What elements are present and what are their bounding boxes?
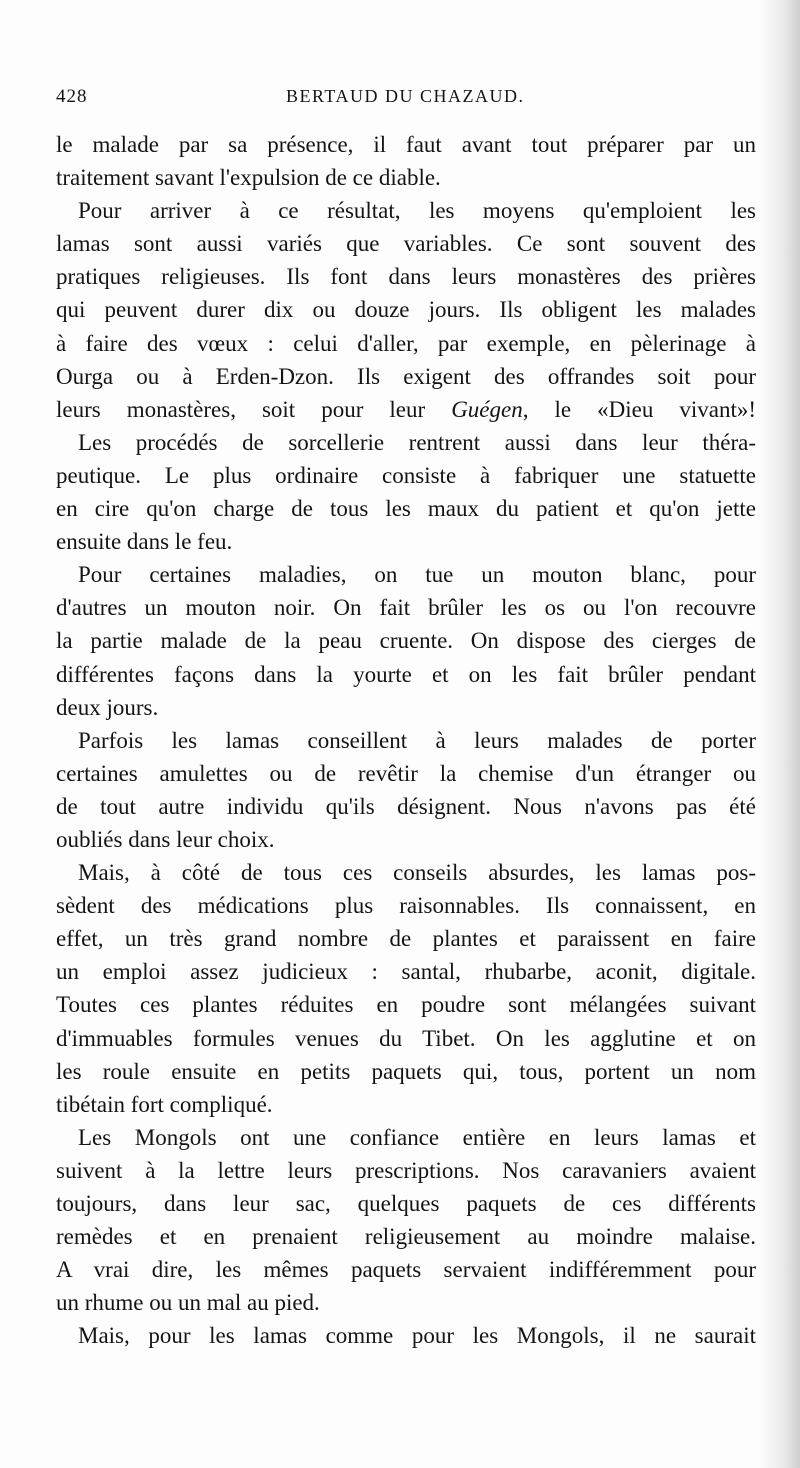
text-line: le malade par sa présence, il faut avant tout préparer par un	[56, 132, 756, 157]
text-run: , le «Dieu vivant»!	[522, 396, 756, 422]
text-line: deux jours.	[56, 694, 159, 720]
text-line: d'autres un mouton noir. On fait brûler les os ou l'on recouvre	[56, 595, 756, 621]
text-line: peutique. Le plus ordinaire consiste à fabriquer une statuette	[56, 462, 756, 488]
text-line: d'immuables formules venues du Tibet. On les agglutine et on	[56, 1025, 756, 1051]
text-line: de tout autre individu qu'ils désignent. Nous n'avons pas été	[56, 793, 756, 819]
text-line: suivent à la lettre leurs prescriptions. Nos caravaniers avaient	[56, 1157, 756, 1183]
text-line: effet, un très grand nombre de plantes et paraissent en faire	[56, 926, 756, 952]
text-line: un emploi assez judicieux : santal, rhubarbe, aconit, digitale.	[56, 959, 756, 985]
body-text	[56, 128, 756, 1352]
text-line: la partie malade de la peau cruente. On dispose des cierges de	[56, 628, 756, 654]
text-line: Les Mongols ont une confiance entière en leurs lamas et	[78, 1124, 756, 1150]
text-line: à faire des vœux : celui d'aller, par exemple, en pèlerinage à	[56, 330, 756, 356]
italic-word: Guégen	[451, 396, 523, 422]
text-line: traitement savant l'expulsion de ce diable.	[56, 165, 441, 191]
page-edge-shadow	[758, 0, 800, 1468]
text-line: ensuite dans le feu.	[56, 529, 233, 555]
text-line: différentes façons dans la yourte et on les fait brûler pendant	[56, 661, 756, 687]
page-number: 428	[56, 86, 88, 107]
text-line: A vrai dire, les mêmes paquets servaient indifféremment pour	[56, 1257, 756, 1283]
text-line: Toutes ces plantes réduites en poudre sont mélangées suivant	[56, 992, 756, 1018]
running-head: BERTAUD DU CHAZAUD.	[286, 86, 525, 106]
text-line	[56, 393, 756, 426]
text-line: certaines amulettes ou de revêtir la chemise d'un étranger ou	[56, 760, 756, 786]
text-line: lamas sont aussi variés que variables. Ce sont souvent des	[56, 231, 756, 257]
text-line: en cire qu'on charge de tous les maux du patient et qu'on jette	[56, 496, 756, 522]
text-line: Pour arriver à ce résultat, les moyens qu'emploient les	[78, 198, 756, 224]
text-line: remèdes et en prenaient religieusement au moindre malaise.	[56, 1224, 756, 1250]
text-line: pratiques religieuses. Ils font dans leurs monastères des prières	[56, 264, 756, 290]
text-line: Mais, pour les lamas comme pour les Mongols, il ne saurait	[78, 1323, 756, 1349]
text-line: Pour certaines maladies, on tue un mouton blanc, pour	[78, 562, 756, 588]
text-line: sèdent des médications plus raisonnables. Ils connaissent, en	[56, 893, 756, 919]
text-line: qui peuvent durer dix ou douze jours. Ils obligent les malades	[56, 297, 756, 323]
text-line: oubliés dans leur choix.	[56, 826, 275, 852]
text-line: Ourga ou à Erden-Dzon. Ils exigent des offrandes soit pour	[56, 363, 756, 389]
text-line: Parfois les lamas conseillent à leurs malades de porter	[78, 727, 756, 753]
text-line: tibétain fort compliqué.	[56, 1091, 273, 1117]
text-line: Les procédés de sorcellerie rentrent aussi dans leur théra-	[78, 429, 756, 455]
text-line: toujours, dans leur sac, quelques paquets de ces différents	[56, 1191, 756, 1216]
text-line: Mais, à côté de tous ces conseils absurdes, les lamas pos-	[78, 860, 756, 886]
text-line: les roule ensuite en petits paquets qui, tous, portent un nom	[56, 1058, 756, 1084]
text-line: un rhume ou un mal au pied.	[56, 1290, 320, 1316]
page-header	[56, 86, 746, 114]
text-run: leurs monastères, soit pour leur	[56, 396, 452, 422]
